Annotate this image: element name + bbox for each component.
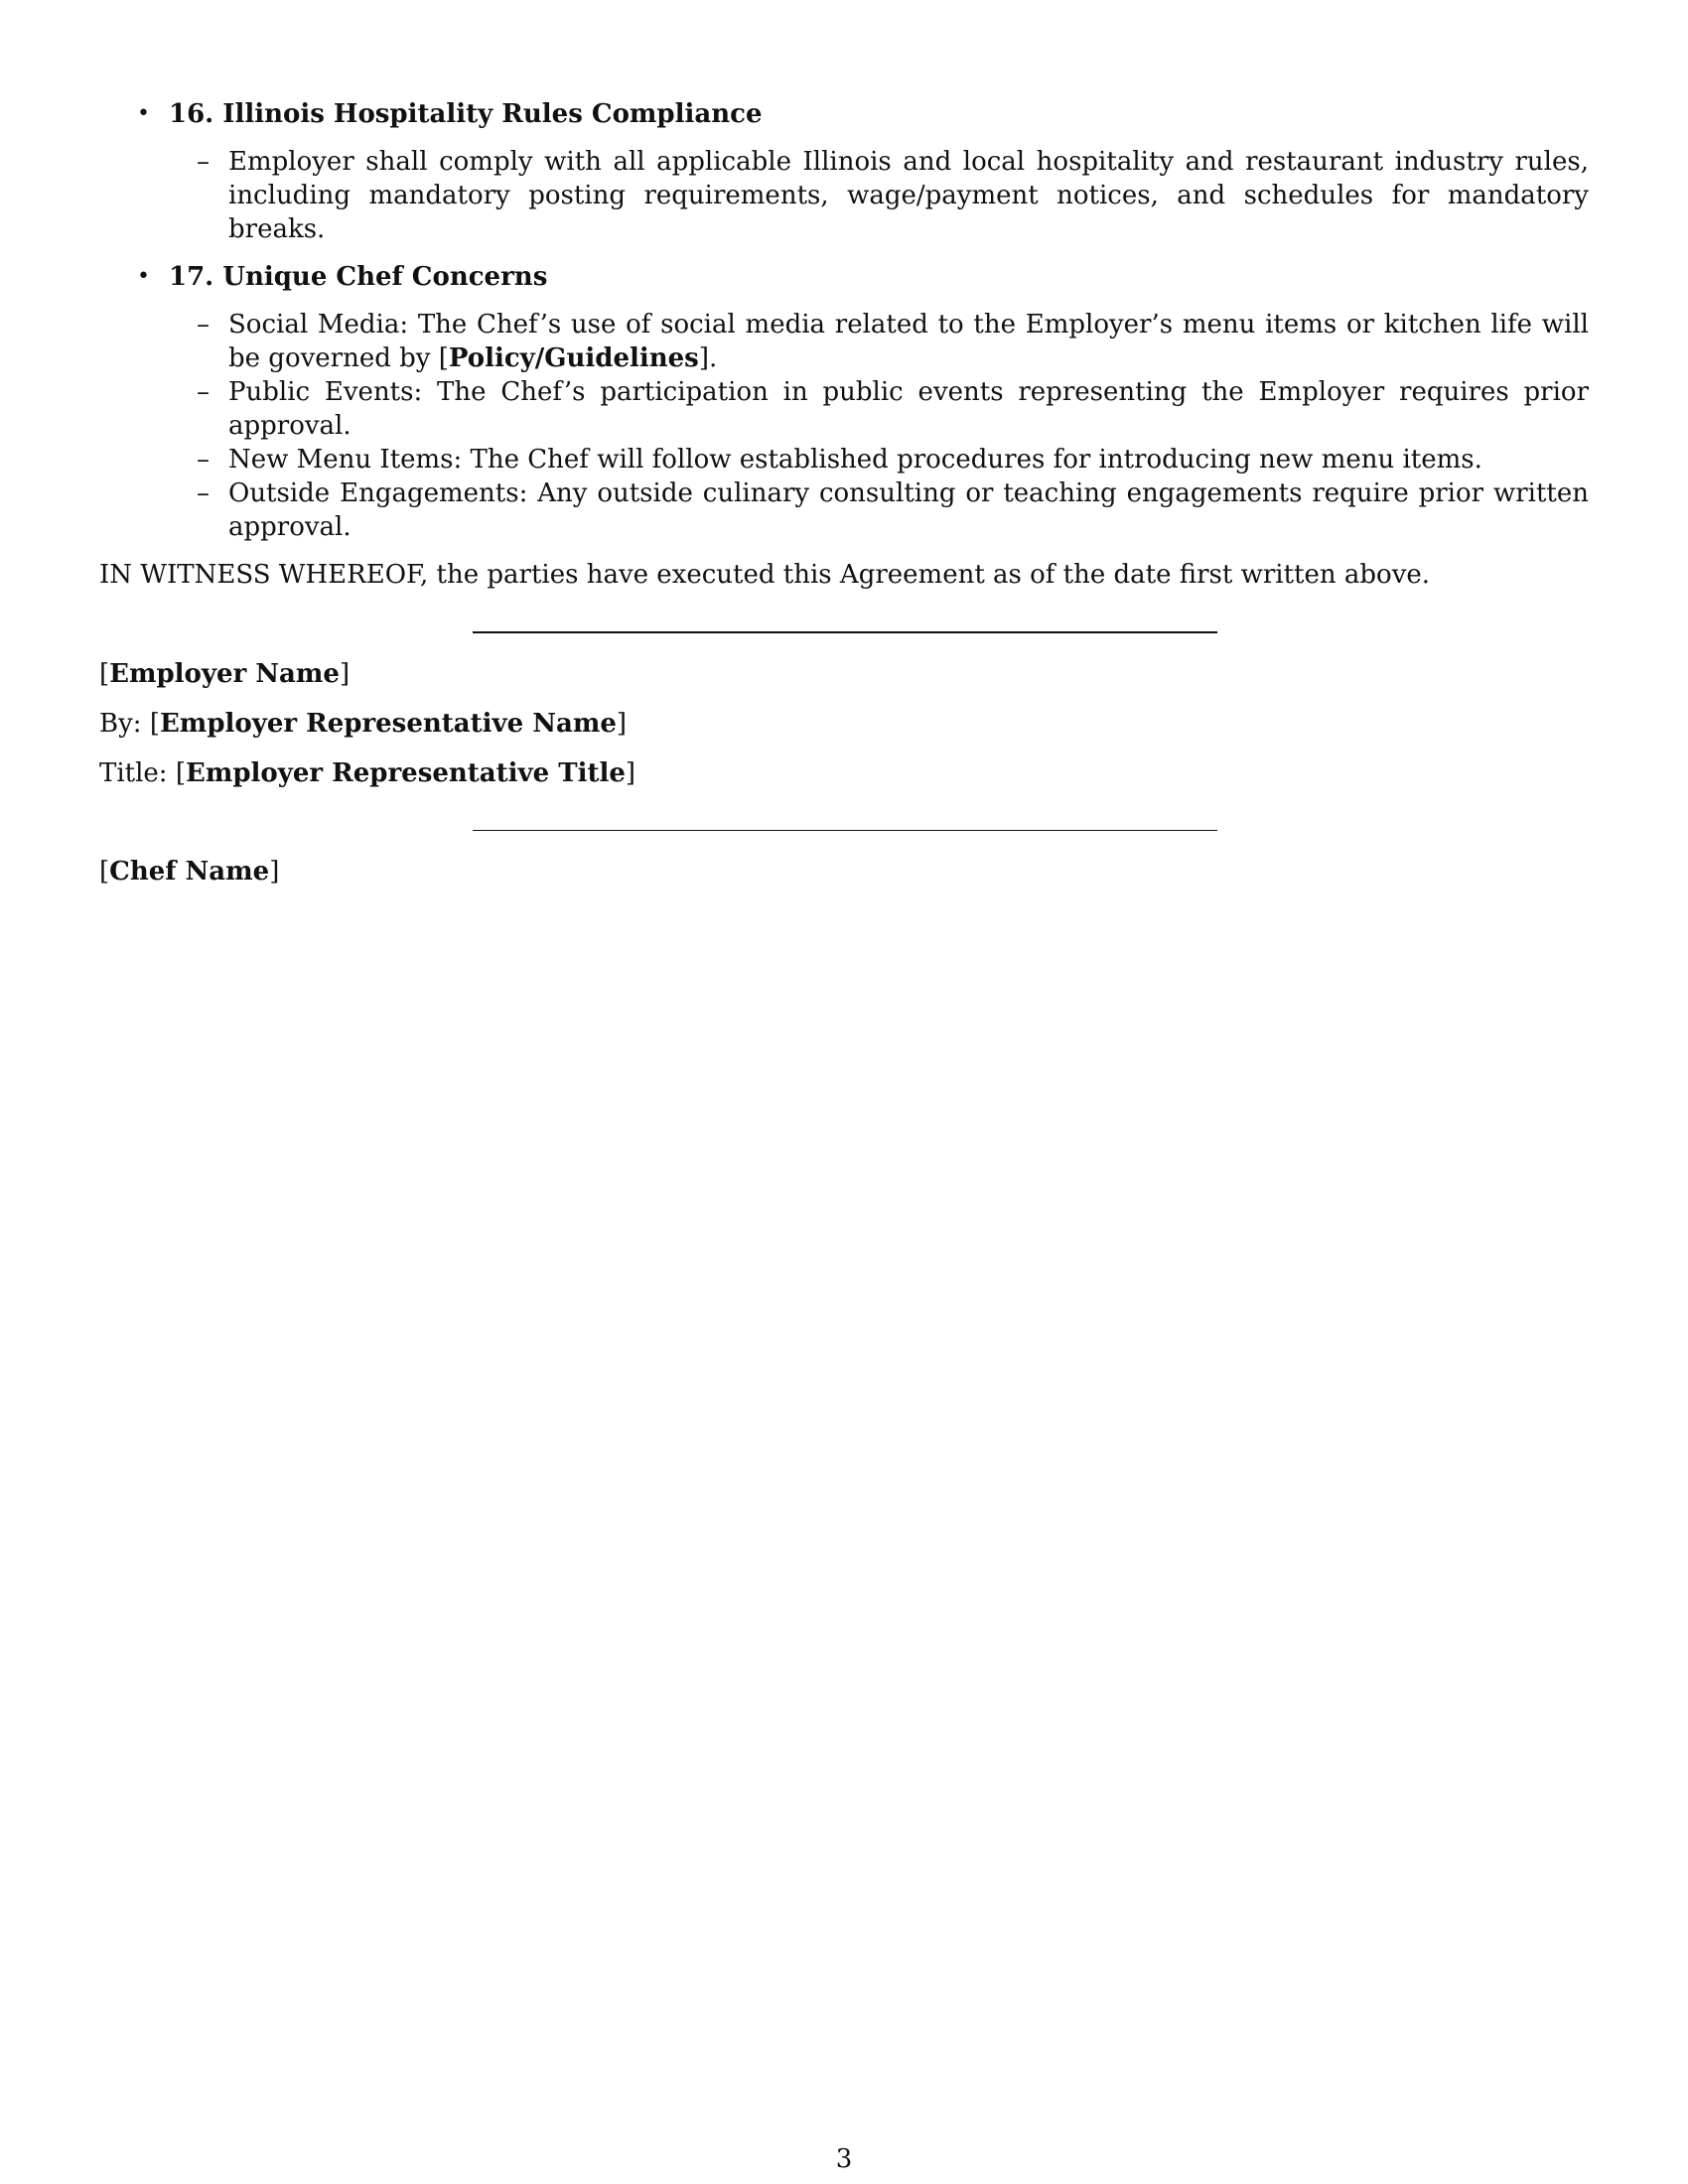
- list-item-outside-engagements: [169, 477, 1589, 544]
- title-label: Title:: [99, 758, 168, 788]
- sub-list: [169, 145, 1589, 246]
- section-heading: 17. Unique Chef Concerns: [169, 262, 548, 292]
- by-label: By:: [99, 709, 142, 739]
- list-item-text: Social Media: The Chef’s use of social media related to the Employer’s menu items or kitchen life will be governed by [: [228, 310, 1589, 373]
- chef-name: [Chef Name]: [99, 857, 280, 887]
- dash-icon: –: [197, 445, 210, 475]
- dash-icon: –: [197, 147, 210, 177]
- section-list: [99, 97, 1589, 544]
- page-number: 3: [835, 2144, 853, 2174]
- list-item-text: Public Events: The Chef’s participation in public events representing the Employer requires prior approval.: [228, 377, 1589, 441]
- list-item-new-menu-items: [169, 443, 1589, 477]
- section-16: [99, 97, 1589, 246]
- witness-clause: IN WITNESS WHEREOF, the parties have executed this Agreement as of the date first written above.: [99, 560, 1431, 590]
- dash-icon: –: [197, 377, 210, 407]
- chef-name-placeholder: Chef Name: [109, 857, 270, 887]
- employer-signature-line: [473, 631, 1217, 633]
- section-heading: 16. Illinois Hospitality Rules Compliance: [169, 99, 763, 129]
- list-item: [169, 145, 1589, 246]
- employer-title-row: Title: [Employer Representative Title]: [99, 758, 636, 788]
- policy-placeholder: Policy/Guidelines: [448, 343, 699, 373]
- section-17: [99, 260, 1589, 544]
- dash-icon: –: [197, 478, 210, 508]
- document-page: [99, 97, 1589, 904]
- employer-name-placeholder: Employer Name: [109, 659, 340, 689]
- employer-name: [Employer Name]: [99, 659, 351, 689]
- sub-list: [169, 308, 1589, 544]
- dash-icon: –: [197, 310, 210, 340]
- employer-rep-title-placeholder: Employer Representative Title: [186, 758, 626, 788]
- list-item-social-media: [169, 308, 1589, 375]
- list-item-text: New Menu Items: The Chef will follow established procedures for introducing new menu items.: [228, 445, 1482, 475]
- employer-rep-name-placeholder: Employer Representative Name: [159, 709, 617, 739]
- list-item-text: Employer shall comply with all applicable Illinois and local hospitality and restaurant industry rules, including mandatory posting requirements, wage/payment notices, and schedules for mandatory breaks.: [228, 147, 1589, 244]
- list-item-tail: ].: [698, 343, 718, 373]
- employer-by-row: By: [Employer Representative Name]: [99, 709, 628, 739]
- bullet-icon: •: [137, 101, 150, 126]
- chef-signature-line: [473, 830, 1217, 831]
- list-item-public-events: [169, 375, 1589, 443]
- bullet-icon: •: [137, 264, 150, 289]
- list-item-text: Outside Engagements: Any outside culinary consulting or teaching engagements require prior written approval.: [228, 478, 1589, 542]
